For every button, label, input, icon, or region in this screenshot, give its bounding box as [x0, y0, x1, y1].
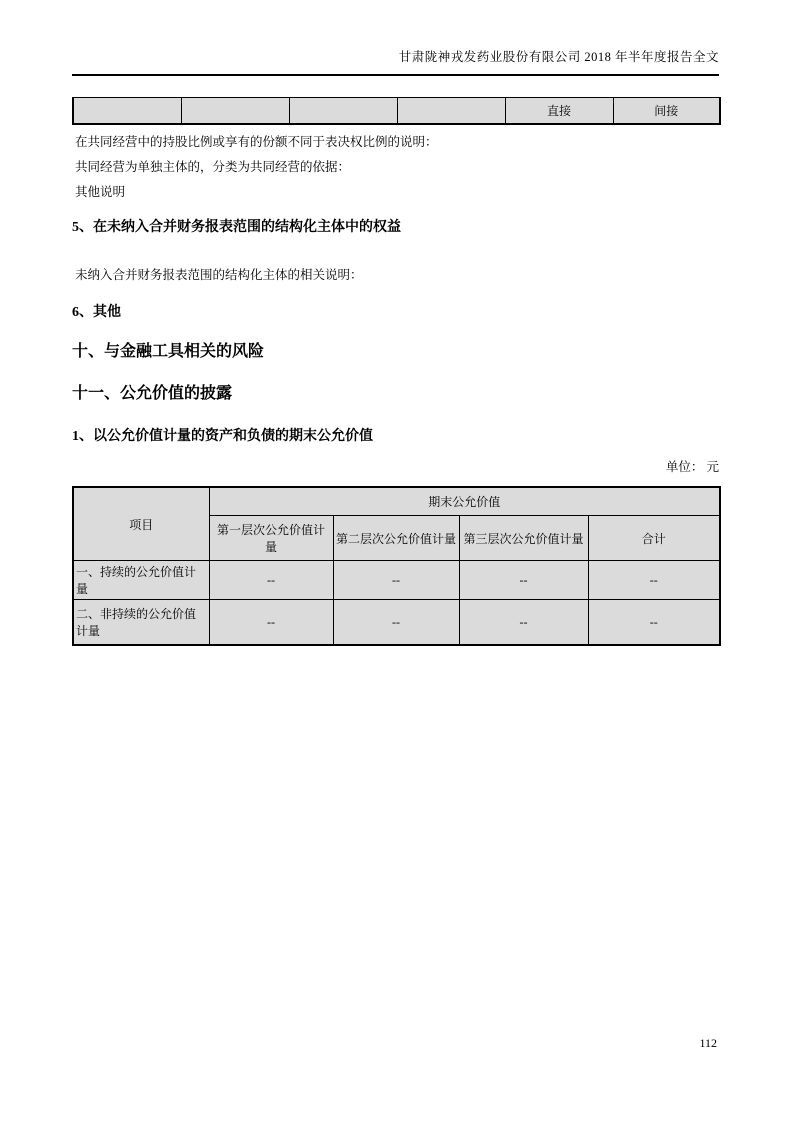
page-content	[72, 0, 719, 646]
heading-subsection-1: 1、以公允价值计量的资产和负债的期末公允价值	[72, 429, 373, 444]
value-cell: --	[459, 600, 588, 646]
table-cell	[73, 98, 181, 125]
table-cell	[397, 98, 505, 125]
table-row-non-continuous	[73, 600, 720, 646]
value-cell: --	[333, 600, 459, 646]
table-header-row-group	[73, 487, 720, 516]
row-label-continuous: 一、持续的公允价值计量	[73, 561, 209, 600]
heading-chapter-10: 十、与金融工具相关的风险	[72, 343, 265, 360]
header-rule	[72, 74, 719, 76]
page-number: 112	[699, 1036, 717, 1050]
paragraph-voting-ratio-note: 在共同经营中的持股比例或享有的份额不同于表决权比例的说明：	[75, 135, 438, 149]
table-row-continuous	[73, 561, 720, 600]
paragraph-structured-entity-note: 未纳入合并财务报表范围的结构化主体的相关说明：	[75, 268, 363, 282]
heading-section-5: 5、在未纳入合并财务报表范围的结构化主体中的权益	[72, 220, 401, 235]
table-row	[73, 98, 720, 125]
table-cell-indirect: 间接	[613, 98, 720, 125]
table-cell-direct: 直接	[505, 98, 613, 125]
column-header-level-2: 第二层次公允价值计量	[333, 516, 459, 561]
table-cell	[181, 98, 289, 125]
value-cell: --	[588, 600, 720, 646]
value-cell: --	[459, 561, 588, 600]
value-cell: --	[588, 561, 720, 600]
continuation-table	[72, 97, 721, 125]
paragraph-other-note: 其他说明	[75, 185, 126, 199]
column-header-level-3: 第三层次公允价值计量	[459, 516, 588, 561]
value-cell: --	[209, 600, 333, 646]
column-group-header-period-end-fair-value: 期末公允价值	[209, 487, 720, 516]
unit-label: 单位： 元	[665, 460, 719, 474]
table-cell	[289, 98, 397, 125]
heading-chapter-11: 十一、公允价值的披露	[72, 385, 233, 402]
value-cell: --	[333, 561, 459, 600]
value-cell: --	[209, 561, 333, 600]
page-header-title: 甘肃陇神戎发药业股份有限公司 2018 年半年度报告全文	[398, 50, 719, 64]
row-label-non-continuous: 二、非持续的公允价值计量	[73, 600, 209, 646]
paragraph-joint-operation-basis: 共同经营为单独主体的，分类为共同经营的依据：	[75, 160, 351, 174]
column-header-total: 合计	[588, 516, 720, 561]
heading-section-6: 6、其他	[72, 305, 121, 320]
fair-value-table	[72, 486, 721, 646]
column-header-item: 项目	[73, 487, 209, 561]
column-header-level-1: 第一层次公允价值计量	[209, 516, 333, 561]
